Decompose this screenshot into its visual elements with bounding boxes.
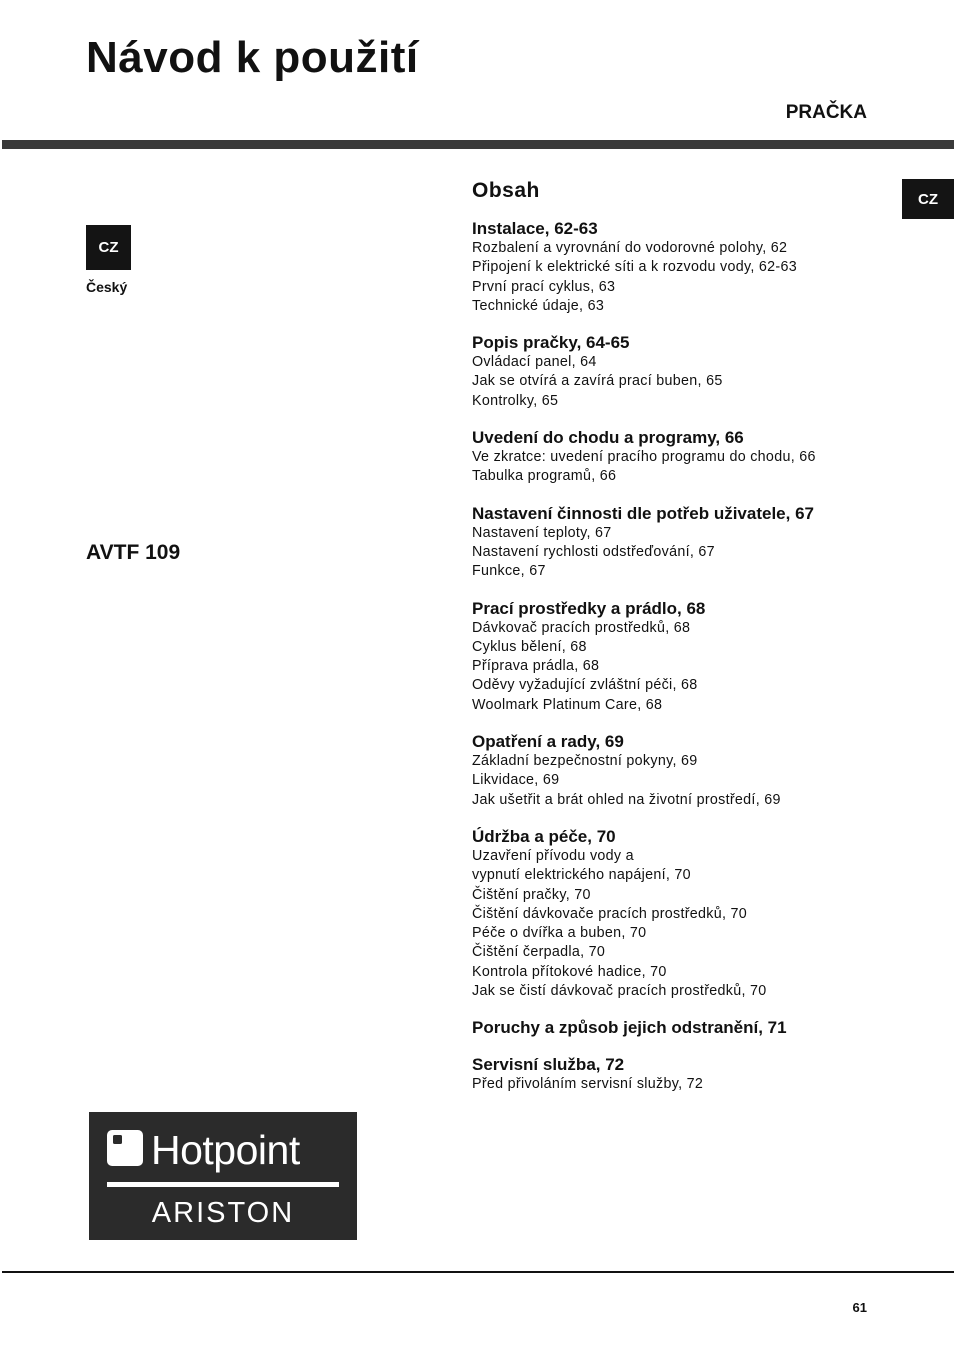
toc-item[interactable]: Ovládací panel, 64 (472, 354, 597, 371)
toc-heading[interactable]: Instalace, 62-63 (472, 219, 598, 238)
toc-title: Obsah (472, 179, 540, 202)
toc-heading[interactable]: Poruchy a způsob jejich odstranění, 71 (472, 1018, 787, 1038)
logo-divider (107, 1182, 339, 1187)
toc-item[interactable]: Oděvy vyžadující zvláštní péči, 68 (472, 677, 698, 694)
language-name: Český (86, 279, 128, 295)
toc-item[interactable]: Funkce, 67 (472, 563, 546, 580)
toc-heading[interactable]: Popis pračky, 64-65 (472, 333, 630, 353)
toc-item[interactable]: Nastavení teploty, 67 (472, 524, 612, 541)
model-number: AVTF 109 (86, 541, 181, 564)
toc-section (472, 826, 912, 1001)
toc-item[interactable]: První prací cyklus, 63 (472, 278, 616, 295)
toc-item[interactable]: Dávkovač pracích prostředků, 68 (472, 619, 691, 636)
logo-text-ariston: ARISTON (151, 1197, 295, 1229)
top-divider (2, 140, 954, 149)
toc-section (472, 503, 912, 582)
product-category: PRAČKA (785, 102, 867, 123)
toc-heading[interactable]: Nastavení činnosti dle potřeb uživatele, 67 (472, 503, 814, 523)
toc-item[interactable]: Jak se čistí dávkovač pracích prostředků, 70 (472, 983, 767, 1000)
toc-heading[interactable]: Údržba a péče, 70 (472, 826, 616, 846)
toc-item[interactable]: Cyklus bělení, 68 (472, 638, 587, 655)
toc-item[interactable]: Likvidace, 69 (472, 772, 560, 789)
toc-item[interactable]: Připojení k elektrické síti a k rozvodu vody, 62-63 (472, 259, 797, 276)
toc-heading[interactable]: Opatření a rady, 69 (472, 732, 624, 752)
toc-heading[interactable]: Uvedení do chodu a programy, 66 (472, 428, 744, 448)
toc-section (472, 427, 912, 487)
toc-item[interactable]: Ve zkratce: uvedení pracího programu do chodu, 66 (472, 449, 816, 466)
toc-item[interactable]: Kontrola přítokové hadice, 70 (472, 963, 667, 980)
logo-square-icon (107, 1130, 143, 1166)
toc-item[interactable]: Kontrolky, 65 (472, 392, 559, 409)
toc-item[interactable]: Tabulka programů, 66 (472, 468, 617, 485)
toc-section (472, 598, 912, 715)
table-of-contents (472, 176, 912, 1111)
toc-item[interactable]: Čištění pračky, 70 (472, 886, 591, 903)
toc-item[interactable]: Jak se otvírá a zavírá prací buben, 65 (472, 373, 723, 390)
toc-item[interactable]: Technické údaje, 63 (472, 297, 605, 314)
toc-section (472, 1054, 912, 1094)
toc-item[interactable]: Uzavření přívodu vody a (472, 847, 634, 864)
toc-item[interactable]: Péče o dvířka a buben, 70 (472, 925, 647, 942)
language-side-tab[interactable]: CZ (902, 179, 954, 219)
bottom-divider (2, 1271, 954, 1273)
toc-section (472, 332, 912, 411)
toc-item[interactable]: Čištění čerpadla, 70 (472, 944, 606, 961)
toc-item[interactable]: vypnutí elektrického napájení, 70 (472, 867, 691, 884)
toc-item[interactable]: Jak ušetřit a brát ohled na životní prostředí, 69 (472, 791, 781, 808)
toc-item[interactable]: Woolmark Platinum Care, 68 (472, 696, 663, 713)
toc-sections (472, 218, 912, 1095)
toc-section (472, 1017, 912, 1038)
toc-item[interactable]: Příprava prádla, 68 (472, 658, 600, 675)
page-title: Návod k použití (86, 33, 419, 82)
logo-graphic (89, 1112, 357, 1240)
logo-text-hotpoint: Hotpoint (151, 1127, 300, 1173)
toc-section (472, 218, 912, 316)
hotpoint-ariston-logo (89, 1112, 357, 1240)
toc-heading[interactable]: Servisní služba, 72 (472, 1055, 625, 1075)
toc-heading[interactable]: Prací prostředky a prádlo, 68 (472, 598, 706, 618)
toc-item[interactable]: Základní bezpečnostní pokyny, 69 (472, 753, 698, 770)
toc-section (472, 731, 912, 810)
toc-item[interactable]: Čištění dávkovače pracích prostředků, 70 (472, 905, 748, 922)
page-number: 61 (852, 1300, 867, 1315)
toc-item[interactable]: Nastavení rychlosti odstřeďování, 67 (472, 543, 715, 560)
toc-item[interactable]: Rozbalení a vyrovnání do vodorovné polohy, 62 (472, 240, 788, 256)
language-badge: CZ (86, 225, 131, 270)
toc-item[interactable]: Před přivoláním servisní služby, 72 (472, 1076, 704, 1093)
